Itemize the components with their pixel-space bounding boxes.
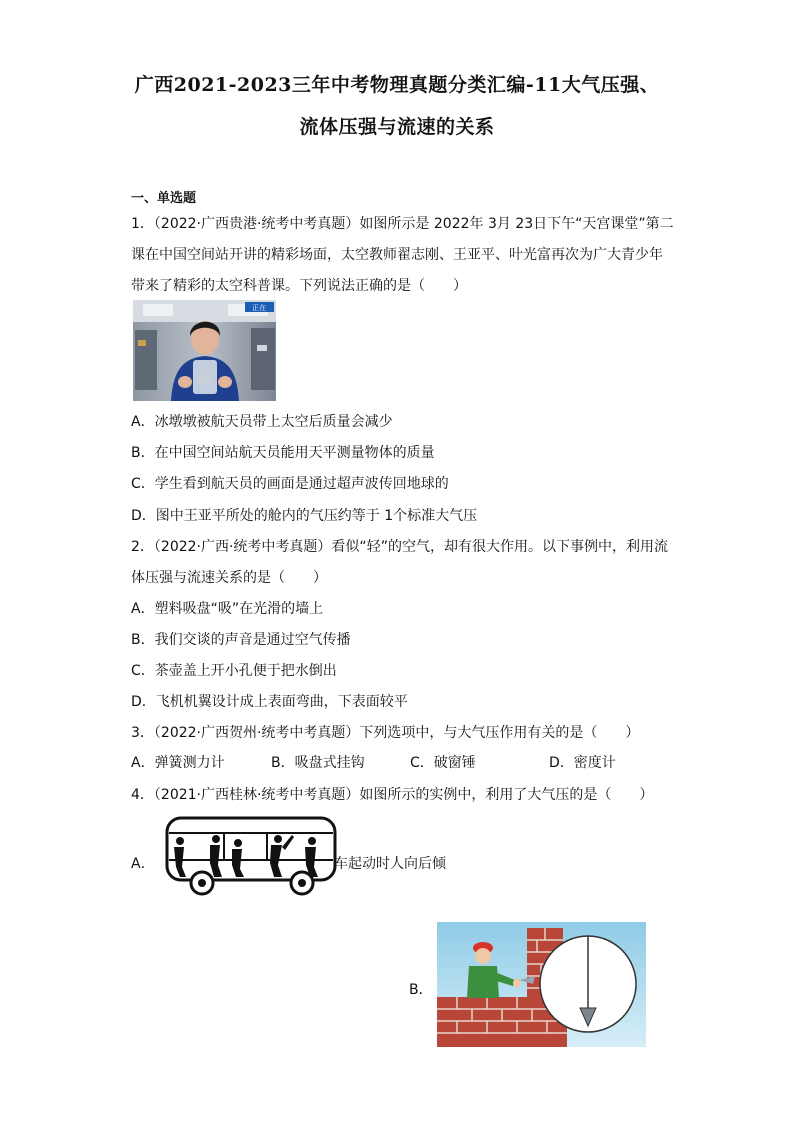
q1-option-c: C．学生看到航天员的画面是通过超声波传回地球的 [131, 476, 449, 492]
q2-option-d: D．飞机机翼设计成上表面弯曲，下表面较平 [131, 694, 408, 710]
q2-option-c: C．茶壶盖上开小孔便于把水倒出 [131, 663, 337, 679]
q3-stem: 3．（2022·广西贺州·统考中考真题）下列选项中，与大气压作用有关的是（ ） [131, 725, 640, 741]
q1-stem-line-2: 课在中国空间站开讲的精彩场面，太空教师翟志刚、王亚平、叶光富再次为广大青少年 [131, 247, 663, 263]
q2-option-b: B．我们交谈的声音是通过空气传播 [131, 632, 351, 648]
q3-option-b: B．吸盘式挂钩 [271, 755, 365, 771]
q3-option-a: A．弹簧测力计 [131, 755, 225, 771]
q3-option-c: C．破窗锤 [410, 755, 476, 771]
q2-stem-line-2: 体压强与流速关系的是（ ） [131, 570, 327, 586]
q1-stem-line-1: 1．（2022·广西贵港·统考中考真题）如图所示是 2022年 3月 23日下午“天宫课堂”第二 [131, 216, 674, 232]
q4-option-a-label: A． [131, 856, 155, 872]
section-heading: 一、单选题 [131, 191, 197, 206]
q1-stem-line-3: 带来了精彩的太空科普课。下列说法正确的是（ ） [131, 278, 467, 294]
q4-bricklayer-illustration [437, 922, 646, 1047]
document-title-line-2: 流体压强与流速的关系 [299, 116, 495, 138]
q1-option-a: A．冰墩墩被航天员带上太空后质量会减少 [131, 414, 393, 430]
q1-option-b: B．在中国空间站航天员能用天平测量物体的质量 [131, 445, 435, 461]
photo-caption: 正在 [252, 304, 266, 312]
q4-option-b-label: B． [409, 982, 433, 998]
q4-bus-illustration [164, 815, 340, 897]
q1-option-d: D．图中王亚平所处的舱内的气压约等于 1个标准大气压 [131, 508, 478, 524]
document-title-line-1: 广西2021-2023三年中考物理真题分类汇编-11大气压强、 [134, 74, 660, 96]
q1-space-station-photo [133, 300, 276, 401]
q4-stem: 4．（2021·广西桂林·统考中考真题）如图所示的实例中，利用了大气压的是（ ） [131, 787, 654, 803]
q2-option-a: A．塑料吸盘“吸”在光滑的墙上 [131, 601, 324, 617]
q2-stem-line-1: 2．（2022·广西·统考中考真题）看似“轻”的空气，却有很大作用。以下事例中，利用流 [131, 539, 668, 555]
q4-option-a-text: 车起动时人向后倾 [334, 856, 446, 872]
q3-option-d: D．密度计 [549, 755, 616, 771]
